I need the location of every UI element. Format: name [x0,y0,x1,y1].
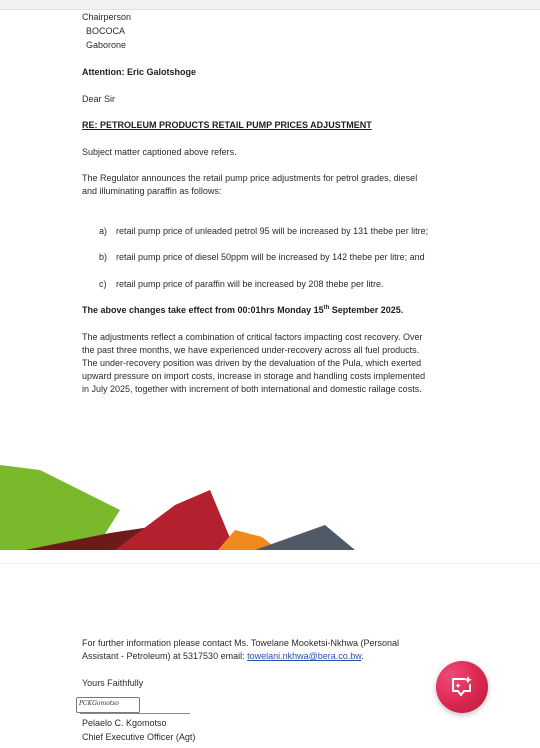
reasons-line-5: in July 2025, together with increment of both international and domestic railage costs. [82,384,422,394]
announcement-line-1: The Regulator announces the retail pump price adjustments for petrol grades, diesel [82,173,418,183]
signature-image [76,697,140,713]
closing: Yours Faithfully [82,678,144,688]
signature-line [80,713,190,714]
list-item-b: retail pump price of diesel 50ppm will be increased by 142 thebe per litre; and [116,252,425,262]
reasons-line-2: the past three months, we have experienced under-recovery across all fuel products. [82,345,420,355]
announcement-line-2: and illuminating paraffin as follows: [82,186,222,196]
list-item-a: retail pump price of unleaded petrol 95 will be increased by 131 thebe per litre; [116,226,429,236]
reasons-line-1: The adjustments reflect a combination of critical factors impacting cost recovery. Over [82,332,423,342]
effective-date-month: September 2025. [329,305,404,315]
contact-prefix: Assistant - Petroleum) at 5317530 email: [82,651,248,661]
signatory-name: Pelaelo C. Kgomotso [82,718,167,728]
effective-date-line [82,304,403,317]
salutation: Dear Sir [82,94,116,104]
signature-scrawl: PCKGomotso [79,700,119,707]
attention-line: Attention: Eric Galotshoge [82,67,197,77]
ai-chat-sparkle-icon [449,674,475,700]
reasons-line-3: The under-recovery position was driven by the devaluation of the Pula, which exerted [82,358,422,368]
address-line-1: Chairperson [82,12,132,22]
banner-crimson-shape [115,490,235,550]
top-bar [0,0,540,10]
list-item-marker-c: c) [99,279,107,289]
list-item-marker-a: a) [99,226,108,236]
ai-chat-button[interactable] [436,661,488,713]
effective-date-text: The above changes take effect from 00:01hrs Monday 15 [82,305,324,315]
list-item-marker-b: b) [99,252,108,262]
banner-grey-shape [255,525,355,550]
contact-line-2 [82,650,364,663]
signatory-title: Chief Executive Officer (Agt) [82,732,196,742]
list-item-c: retail pump price of paraffin will be increased by 208 thebe per litre. [116,279,384,289]
reasons-line-4: upward pressure on import costs, increase in storage and handling costs implemented [82,371,426,381]
section-divider [0,563,540,564]
contact-email-link[interactable]: towelani.nkhwa@bera.co.bw [247,651,362,661]
intro-line: Subject matter captioned above refers. [82,147,237,157]
contact-line-1: For further information please contact Ms. Towelane Mooketsi-Nkhwa (Personal [82,638,399,648]
address-line-2: BOCOCA [86,26,126,36]
contact-suffix: . [361,651,364,661]
subject-heading: RE: PETROLEUM PRODUCTS RETAIL PUMP PRICES ADJUSTMENT [82,120,372,130]
address-line-3: Gaborone [86,40,127,50]
decorative-banner [0,455,540,555]
effective-date-suffix: th [323,305,330,311]
